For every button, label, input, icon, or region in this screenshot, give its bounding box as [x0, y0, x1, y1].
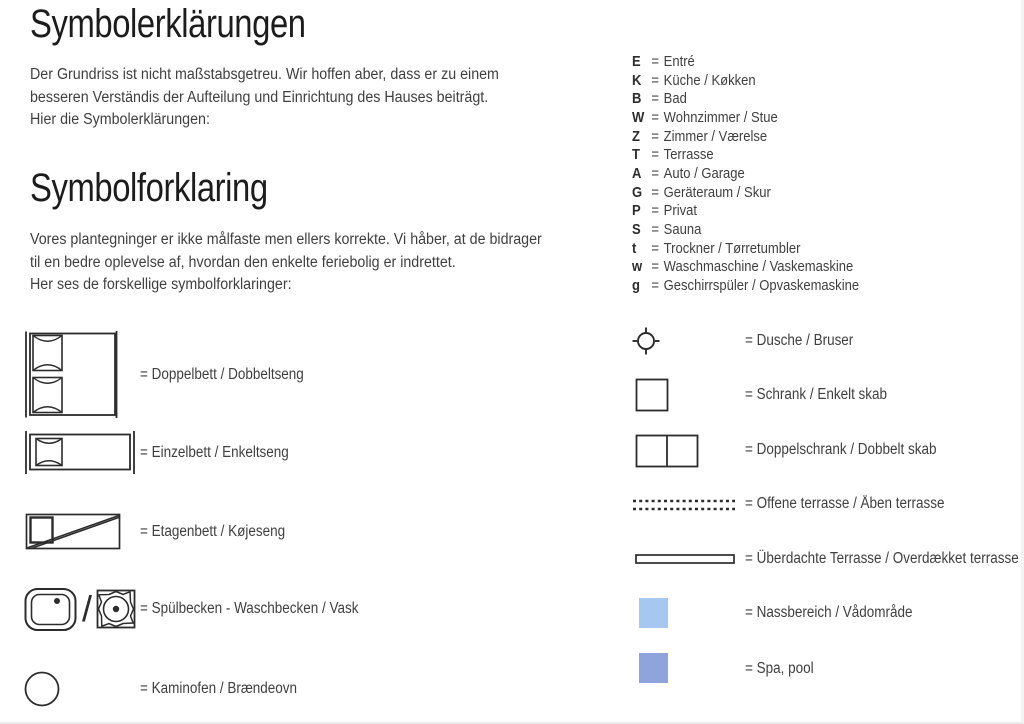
code-meaning: Trockner / Tørretumbler: [663, 240, 801, 257]
washbasin-icon: [96, 589, 136, 629]
code-letter: S: [632, 221, 641, 238]
code-row-waschmaschine: [632, 258, 859, 277]
code-row-entre: [632, 53, 859, 72]
sink-washbasin-label: = Spülbecken - Waschbecken / Vask: [140, 600, 359, 617]
code-row-terrasse: [632, 146, 859, 165]
code-meaning: Geschirrspüler / Opvaskemaskine: [663, 277, 860, 294]
double-cabinet-label: = Doppelschrank / Dobbelt skab: [745, 441, 937, 458]
code-meaning: Geräteraum / Skur: [663, 184, 771, 201]
code-row-wohnzimmer: [632, 109, 859, 128]
page-title-german: Symbolerklärungen: [30, 2, 306, 46]
code-row-auto: [632, 165, 859, 184]
code-meaning: Küche / Køkken: [663, 72, 756, 89]
code-letter: w: [632, 259, 643, 276]
shower-label: = Dusche / Bruser: [745, 332, 854, 349]
code-letter: t: [632, 240, 637, 257]
code-letter: K: [632, 72, 642, 89]
double-bed-label: = Doppelbett / Dobbeltseng: [140, 366, 304, 383]
code-letter: P: [632, 203, 641, 220]
shower-icon: [631, 326, 661, 356]
code-row-trockner: [632, 240, 859, 259]
sink-washbasin-icons: [24, 586, 136, 632]
intro-german: [30, 64, 499, 132]
code-row-kueche: [632, 72, 859, 91]
single-bed-label: = Einzelbett / Enkeltseng: [140, 444, 289, 461]
open-terrace-label: = Offene terrasse / Åben terrasse: [745, 495, 945, 512]
intro-danish-line: Her ses de forskellige symbolforklaringer:: [30, 276, 292, 293]
code-row-privat: [632, 202, 859, 221]
double-bed-icon: [24, 331, 120, 418]
bunk-bed-label: = Etagenbett / Køjeseng: [140, 523, 286, 540]
code-meaning: Bad: [663, 91, 687, 108]
code-row-bad: [632, 90, 859, 109]
spa-pool-label: = Spa, pool: [745, 660, 814, 677]
double-cabinet-icon: [635, 434, 699, 468]
code-meaning: Privat: [663, 203, 697, 220]
code-letter: A: [632, 165, 642, 182]
wet-area-label: = Nassbereich / Vådområde: [745, 604, 913, 621]
code-letter: E: [632, 54, 641, 70]
room-code-list: [632, 53, 859, 296]
equals-sign: =: [651, 203, 659, 220]
slash-separator: /: [82, 588, 93, 629]
code-letter: T: [632, 147, 640, 164]
code-letter: g: [632, 277, 640, 294]
equals-sign: =: [651, 54, 659, 70]
code-letter: B: [632, 91, 642, 108]
code-row-geraeteraum: [632, 184, 859, 203]
code-meaning: Auto / Garage: [663, 165, 745, 182]
equals-sign: =: [651, 147, 659, 164]
code-meaning: Sauna: [663, 221, 702, 238]
equals-sign: =: [651, 277, 659, 294]
intro-danish-line: Vores plantegninger er ikke målfaste men ellers korrekte. Vi håber, at de bidrager: [30, 231, 542, 248]
intro-danish-line: til en bedre oplevelse af, hvordan den enkelte feriebolig er indrettet.: [30, 253, 456, 271]
equals-sign: =: [651, 221, 659, 238]
wood-stove-label: = Kaminofen / Brændeovn: [140, 680, 298, 697]
code-meaning: Waschmaschine / Vaskemaskine: [663, 259, 854, 276]
intro-german-line: Hier die Symbolerklärungen:: [30, 111, 210, 128]
code-row-sauna: [632, 221, 859, 240]
code-letter: G: [632, 184, 643, 201]
single-bed-icon: [24, 430, 136, 475]
covered-terrace-icon: [635, 554, 735, 564]
page-title-danish: Symbolforklaring: [30, 166, 268, 210]
equals-sign: =: [651, 128, 659, 145]
code-row-zimmer: [632, 128, 859, 147]
intro-danish: [30, 229, 542, 297]
wet-area-swatch: [639, 598, 668, 628]
equals-sign: =: [651, 72, 659, 89]
code-meaning: Entré: [663, 54, 695, 70]
equals-sign: =: [651, 184, 659, 201]
equals-sign: =: [651, 109, 659, 126]
single-cabinet-label: = Schrank / Enkelt skab: [745, 386, 888, 403]
kitchen-sink-icon: [24, 586, 77, 632]
intro-german-line: Der Grundriss ist nicht maßstabsgetreu. Wir hoffen aber, dass er zu einem: [30, 66, 499, 83]
code-letter: Z: [632, 128, 640, 145]
equals-sign: =: [651, 91, 659, 108]
code-letter: W: [632, 109, 645, 126]
code-meaning: Terrasse: [663, 147, 714, 164]
equals-sign: =: [651, 165, 659, 182]
code-meaning: Zimmer / Værelse: [663, 128, 768, 145]
wood-stove-icon: [23, 670, 61, 708]
open-terrace-icon: [632, 498, 736, 512]
equals-sign: =: [651, 240, 659, 257]
spa-pool-swatch: [639, 653, 668, 683]
code-row-geschirrspueler: [632, 277, 859, 296]
intro-german-line: besseren Verständis der Aufteilung und Einrichtung des Hauses beiträgt.: [30, 88, 489, 106]
equals-sign: =: [651, 259, 659, 276]
covered-terrace-label: = Überdachte Terrasse / Overdækket terrasse: [745, 550, 1019, 567]
single-cabinet-icon: [635, 378, 669, 412]
bunk-bed-icon: [25, 513, 121, 550]
code-meaning: Wohnzimmer / Stue: [663, 109, 778, 126]
